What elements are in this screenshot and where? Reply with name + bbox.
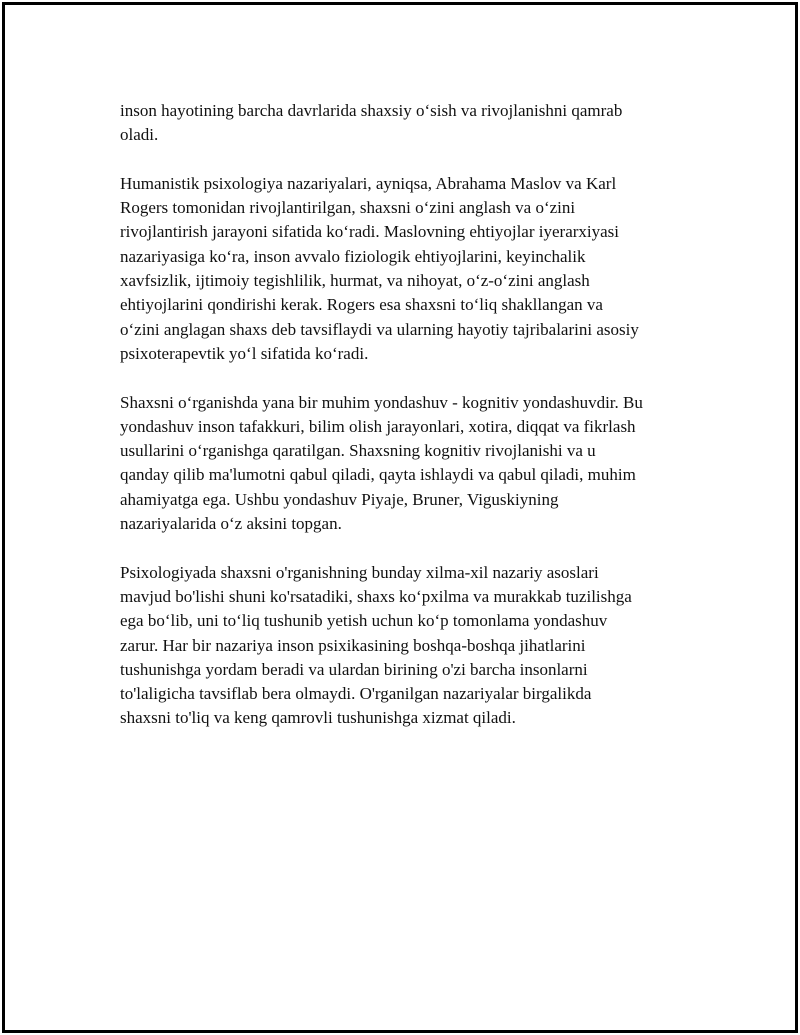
paragraph-1: inson hayotining barcha davrlarida shaxsiy o‘sish va rivojlanishni qamrab oladi. <box>120 101 623 145</box>
page-border <box>2 2 798 1033</box>
paragraph-4: Psixologiyada shaxsni o'rganishning bunday xilma-xil nazariy asoslari mavjud bo'lishi shuni ko'rsatadiki, shaxs ko‘pxilma va murakkab tuzilishga ega bo‘lib, uni to‘liq tushunib yetish uchun ko‘p tomonlama yondashuv zarur. Har bir nazariya inson psixikasining boshqa-boshqa jihatlarini tushunishga yordam beradi va ulardan birining o'zi barcha insonlarni to'laligicha tavsiflab bera olmaydi. O'rganilgan nazariyalar birgalikda shaxsni to'liq va keng qamrovli tushunishga xizmat qiladi. <box>120 562 632 728</box>
paragraph-2: Humanistik psixologiya nazariyalari, ayniqsa, Abrahama Maslov va Karl Rogers tomonidan rivojlantirilgan, shaxsni o‘zini anglash va o‘zini rivojlantirish jarayoni sifatida ko‘radi. Maslovning ehtiyojlar iyerarxiyasi nazariyasiga ko‘ra, inson avvalo fiziologik ehtiyojlarini, keyinchalik xavfsizlik, ijtimoiy tegishlilik, hurmat, va nihoyat, o‘z-o‘zini anglash ehtiyojlarini qondirishi kerak. Rogers esa shaxsni to‘liq shakllangan va o‘zini anglagan shaxs deb tavsiflaydi va ularning hayotiy tajribalarini asosiy psixoterapevtik yo‘l sifatida ko‘radi. <box>120 173 639 363</box>
document-body <box>120 99 700 755</box>
paragraph-3: Shaxsni o‘rganishda yana bir muhim yondashuv - kognitiv yondashuvdir. Bu yondashuv inson tafakkuri, bilim olish jarayonlari, xotira, diqqat va fikrlash usullarini o‘rganishga qaratilgan. Shaxsning kognitiv rivojlanishi va u qanday qilib ma'lumotni qabul qiladi, qayta ishlaydi va qabul qiladi, muhim ahamiyatga ega. Ushbu yondashuv Piyaje, Bruner, Viguskiyning nazariyalarida o‘z aksini topgan. <box>120 392 643 534</box>
